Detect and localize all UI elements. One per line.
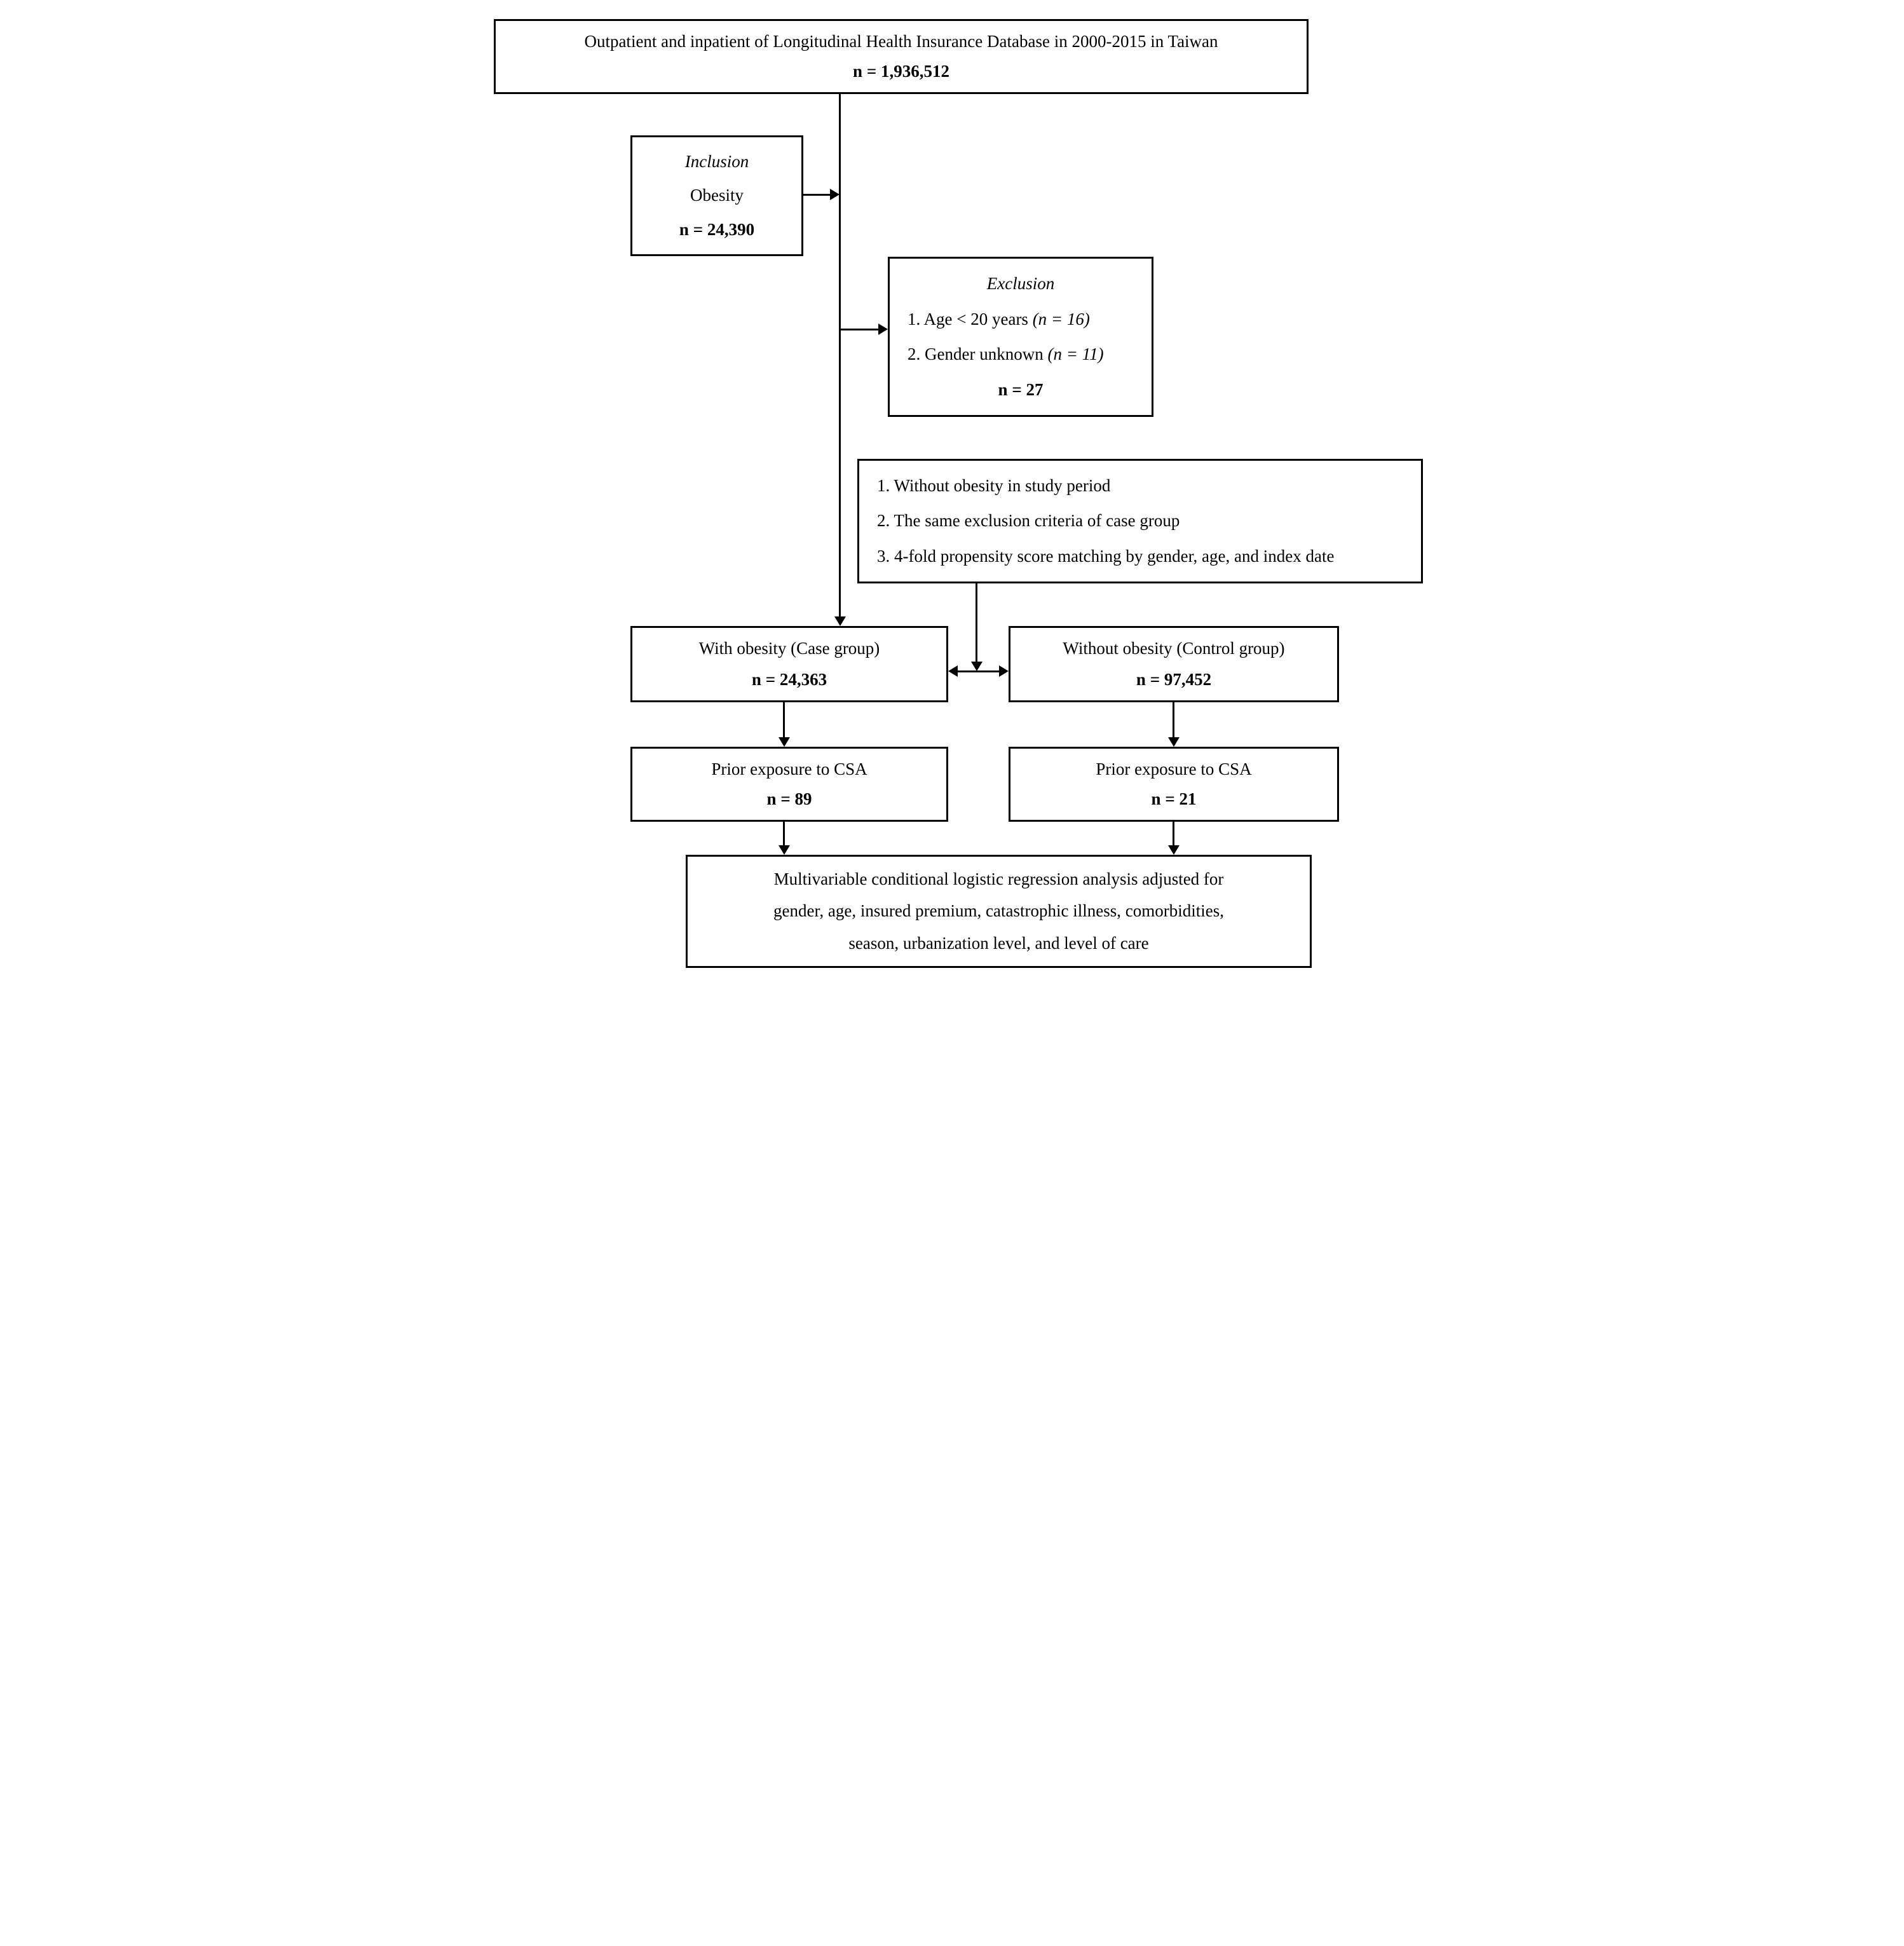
arrowhead-inclusion: [830, 189, 840, 200]
criteria-item-2: 2. The same exclusion criteria of case group: [877, 511, 1180, 531]
box-case-group: [630, 626, 948, 702]
inclusion-criterion: Obesity: [690, 186, 744, 205]
box-analysis: [686, 855, 1312, 968]
connector-database-to-case-line: [839, 94, 841, 616]
connector-control-csa-to-analysis-line: [1173, 822, 1174, 845]
inclusion-count: n = 24,390: [679, 220, 755, 240]
control-group-label: Without obesity (Control group): [1063, 639, 1285, 658]
control-group-count: n = 97,452: [1136, 669, 1212, 689]
connector-case-csa-to-analysis-line: [783, 822, 785, 845]
exclusion-item-2: [890, 344, 1152, 364]
database-title: Outpatient and inpatient of Longitudinal Health Insurance Database in 2000-2015 in Taiwan: [584, 31, 1218, 51]
exclusion-item-1: [890, 310, 1152, 329]
exclusion-count: n = 27: [998, 379, 1044, 399]
control-csa-count: n = 21: [1151, 789, 1197, 809]
case-group-count: n = 24,363: [751, 669, 827, 689]
case-csa-label: Prior exposure to CSA: [711, 759, 867, 779]
box-case-csa: [630, 747, 948, 822]
inclusion-title: Inclusion: [684, 151, 749, 171]
box-control-group: [1009, 626, 1339, 702]
exclusion-title: Exclusion: [986, 274, 1055, 294]
connector-inclusion-line: [803, 194, 830, 196]
connector-criteria-down-line: [976, 583, 977, 662]
exclusion-item-2-text: 2. Gender unknown: [908, 344, 1048, 364]
box-exclusion: [888, 257, 1153, 417]
box-inclusion: [630, 135, 803, 256]
criteria-item-3: 3. 4-fold propensity score matching by gender, age, and index date: [877, 546, 1335, 566]
connector-exclusion-line: [840, 329, 878, 330]
box-control-criteria: [857, 459, 1423, 583]
database-count: n = 1,936,512: [853, 62, 949, 81]
connector-case-to-csa-line: [783, 702, 785, 737]
case-group-label: With obesity (Case group): [698, 639, 880, 658]
case-csa-count: n = 89: [766, 789, 812, 809]
analysis-line-3: season, urbanization level, and level of care: [848, 934, 1149, 953]
arrowhead-database-to-case: [834, 616, 846, 626]
arrowhead-case-csa-to-analysis: [779, 845, 790, 855]
connector-control-to-csa-line: [1173, 702, 1174, 737]
analysis-line-2: gender, age, insured premium, catastrophic illness, comorbidities,: [773, 901, 1224, 921]
arrowhead-control-to-csa: [1168, 737, 1180, 747]
arrowhead-case-to-csa: [779, 737, 790, 747]
exclusion-item-1-text: 1. Age < 20 years: [908, 309, 1033, 329]
exclusion-item-2-count: (n = 11): [1047, 344, 1104, 364]
arrowhead-exclusion: [878, 323, 888, 335]
connector-case-control-line: [956, 670, 1001, 672]
criteria-item-1: 1. Without obesity in study period: [877, 476, 1111, 496]
arrowhead-control-csa-to-analysis: [1168, 845, 1180, 855]
control-csa-label: Prior exposure to CSA: [1096, 759, 1252, 779]
analysis-line-1: Multivariable conditional logistic regression analysis adjusted for: [773, 869, 1224, 888]
arrowhead-criteria-down: [971, 662, 983, 671]
arrowhead-to-case: [948, 665, 958, 677]
box-control-csa: [1009, 747, 1339, 822]
exclusion-item-1-count: (n = 16): [1032, 309, 1090, 329]
box-database: [494, 19, 1309, 94]
arrowhead-to-control: [999, 665, 1009, 677]
flow-diagram: [476, 0, 1428, 973]
